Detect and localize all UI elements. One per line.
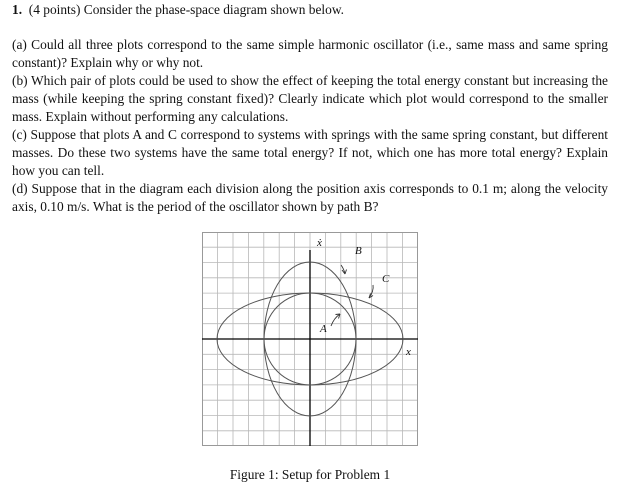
- problem-parts: [12, 36, 608, 216]
- phase-space-figure: [202, 232, 418, 446]
- part-c: (c) Suppose that plots A and C correspond to systems with springs with the same spring constant, but different masses. Do these two systems have the same total energy? If not, which one has more total energy? Explain how you can tell.: [12, 127, 608, 178]
- problem-heading: [12, 1, 344, 18]
- problem-number: 1.: [12, 2, 23, 17]
- label-velocity: ẋ: [317, 237, 322, 249]
- label-a: A: [320, 323, 327, 335]
- curve-a-arrow: [331, 314, 340, 326]
- label-x: x: [406, 346, 411, 358]
- problem-points: (4 points) Consider the phase-space diagram shown below.: [28, 2, 344, 17]
- phase-space-diagram: [202, 232, 418, 446]
- figure-caption-text: Figure 1: Setup for Problem 1: [229, 467, 391, 482]
- label-b: B: [355, 245, 362, 257]
- label-c: C: [382, 273, 390, 285]
- figure-caption: [0, 466, 620, 484]
- part-b: (b) Which pair of plots could be used to show the effect of keeping the total energy constant but increasing the mass (while keeping the spring constant fixed)? Clearly indicate which plot would correspond to the smaller mass. Explain without performing any calculations.: [12, 73, 608, 124]
- part-d: (d) Suppose that in the diagram each division along the position axis corresponds to 0.1 m; along the velocity axis, 0.10 m/s. What is the period of the oscillator shown by path B?: [12, 181, 608, 214]
- part-a: (a) Could all three plots correspond to the same simple harmonic oscillator (i.e., same mass and same spring constant)? Explain why or why not.: [12, 37, 608, 70]
